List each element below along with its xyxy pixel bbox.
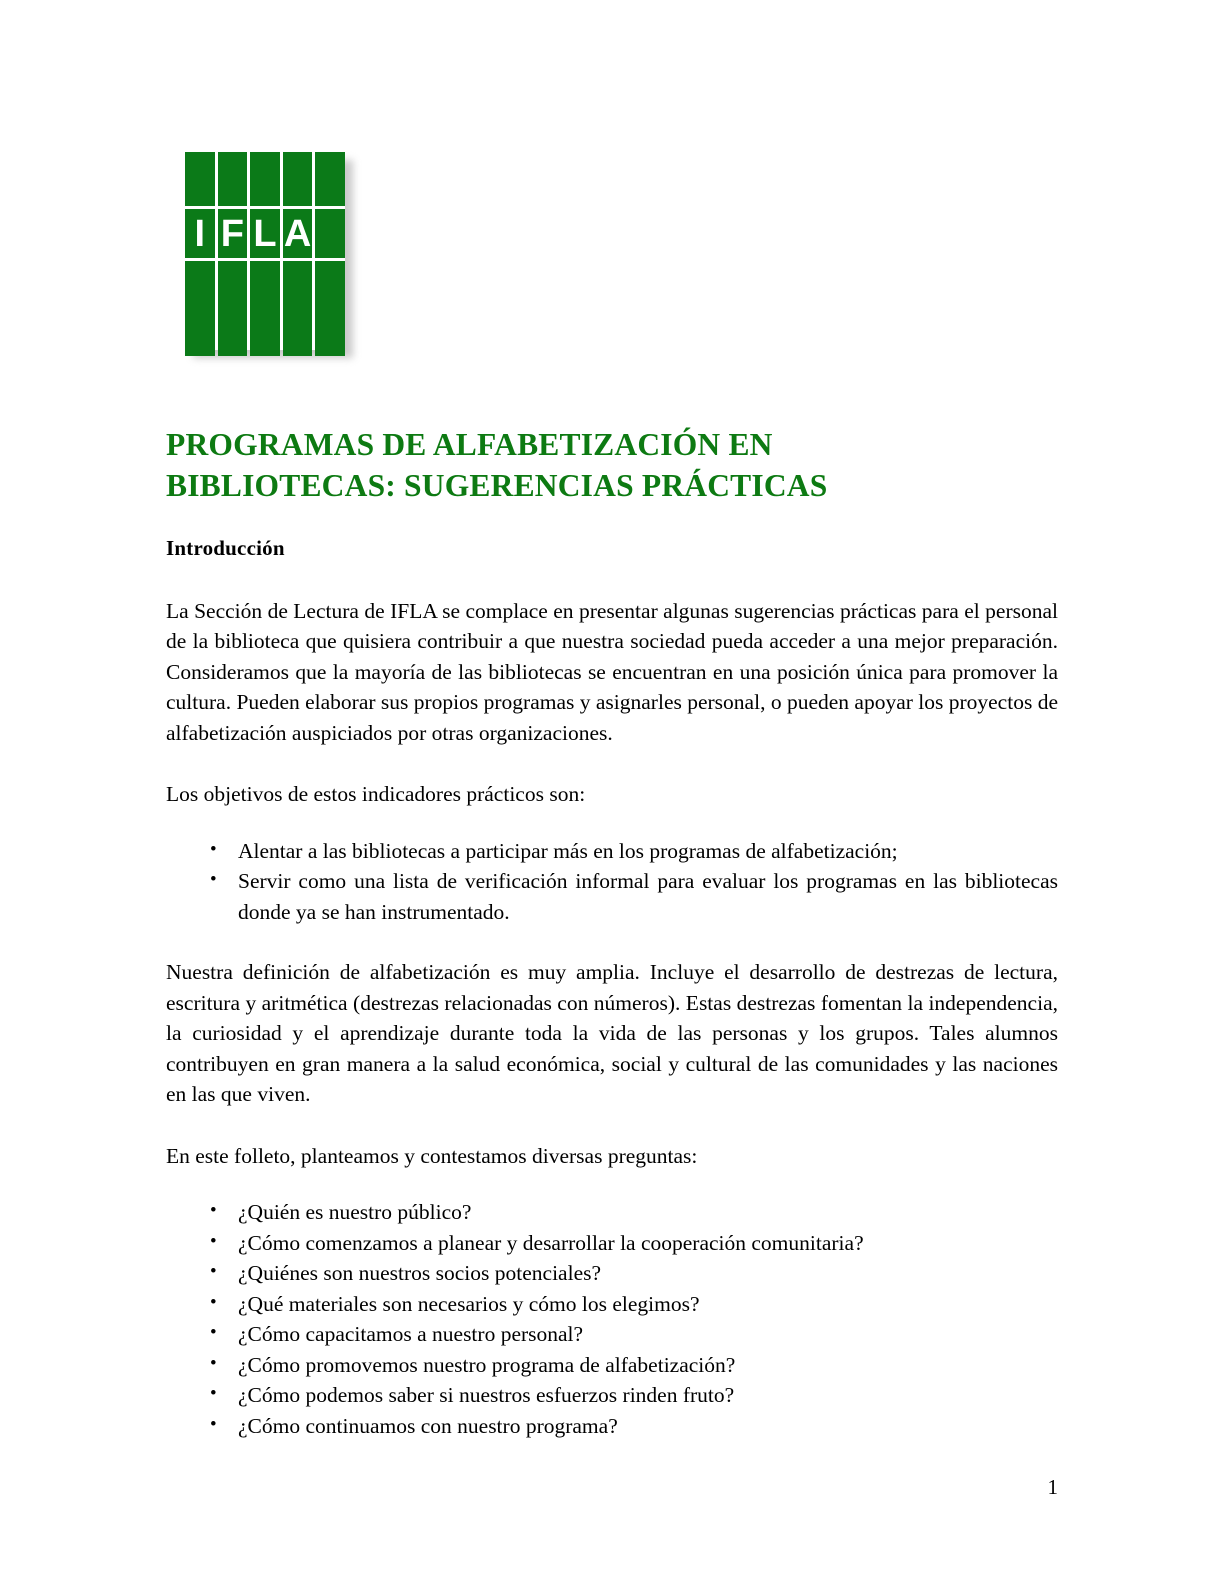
logo-tile (218, 261, 248, 356)
questions-lead-in: En este folleto, planteamos y contestamos diversas preguntas: (166, 1143, 698, 1168)
list-item: • ¿Cómo promovemos nuestro programa de alfabetización? (166, 1350, 1058, 1381)
list-item: • ¿Qué materiales son necesarios y cómo los elegimos? (166, 1289, 1058, 1320)
page-title-line-2: BIBLIOTECAS: SUGERENCIAS PRÁCTICAS (166, 468, 828, 504)
logo-tile-letter-i (185, 209, 215, 258)
list-item: • ¿Cómo comenzamos a planear y desarrollar la cooperación comunitaria? (166, 1228, 1058, 1259)
list-item: • ¿Cómo continuamos con nuestro programa? (166, 1411, 1058, 1442)
logo-tile (315, 152, 345, 206)
logo-tile (283, 261, 313, 356)
questions-list (166, 1197, 1058, 1441)
logo-tile (315, 209, 345, 258)
logo-tile (185, 261, 215, 356)
logo-tile-letter-a (283, 209, 313, 258)
list-item: • Servir como una lista de verificación informal para evaluar los programas en las bibliotecas donde ya se han instrumentado. (166, 866, 1058, 927)
intro-paragraph: La Sección de Lectura de IFLA se complace en presentar algunas sugerencias prácticas para el personal de la biblioteca que quisiera contribuir a que nuestra sociedad pueda acceder a una mejor preparación. Consideramos que la mayoría de las bibliotecas se encuentran en una posición única para promover la cultura. Pueden elaborar sus propios programas y asignarles personal, o pueden apoyar los proyectos de alfabetización auspiciados por otras organizaciones. (166, 598, 1058, 745)
page-title-line-1: PROGRAMAS DE ALFABETIZACIÓN EN (166, 427, 773, 463)
list-item: • ¿Cómo podemos saber si nuestros esfuerzos rinden fruto? (166, 1380, 1058, 1411)
definition-paragraph: Nuestra definición de alfabetización es muy amplia. Incluye el desarrollo de destrezas de lectura, escritura y aritmética (destrezas relacionadas con números). Estas destrezas fomentan la independencia, la curiosidad y el aprendizaje durante toda la vida de las personas y los grupos. Tales alumnos contribuyen en gran manera a la salud económica, social y cultural de las comunidades y las naciones en las que viven. (166, 960, 1058, 1106)
list-item: • Alentar a las bibliotecas a participar más en los programas de alfabetización; (166, 836, 1058, 867)
logo-tile (185, 152, 215, 206)
logo-tile (250, 261, 280, 356)
logo-letter: L (253, 212, 277, 255)
list-item: • ¿Quiénes son nuestros socios potenciales? (166, 1258, 1058, 1289)
document-body (166, 533, 1058, 1471)
section-heading-introduccion: Introducción (166, 536, 285, 560)
logo-tile (283, 152, 313, 206)
list-item: • ¿Cómo capacitamos a nuestro personal? (166, 1319, 1058, 1350)
page-title (166, 424, 1066, 506)
logo-grid (185, 152, 345, 350)
list-item: • ¿Quién es nuestro público? (166, 1197, 1058, 1228)
logo-tile-letter-f (218, 209, 248, 258)
objectives-lead-in: Los objetivos de estos indicadores prácticos son: (166, 782, 586, 806)
objectives-list (166, 836, 1058, 928)
logo-tile (250, 152, 280, 206)
logo-tile (218, 152, 248, 206)
logo-letter: F (220, 212, 244, 255)
logo-letter: A (283, 212, 312, 255)
logo-tile-letter-l (250, 209, 280, 258)
logo-tile (315, 261, 345, 356)
logo-letter: I (194, 212, 206, 255)
page-number: 1 (1047, 1475, 1058, 1499)
ifla-logo (185, 152, 345, 350)
